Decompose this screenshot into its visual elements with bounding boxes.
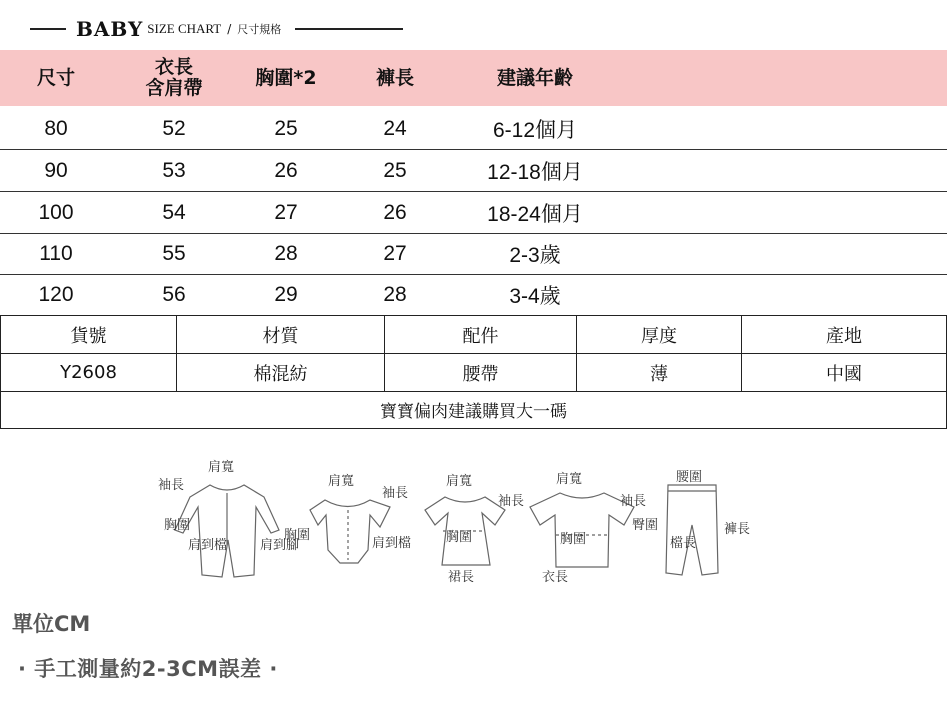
- label-pants-length: 褲長: [724, 522, 751, 537]
- cell-length: 55: [162, 241, 186, 265]
- header-rule-right: [295, 28, 403, 30]
- label-top-length: 衣長: [542, 570, 569, 585]
- size-note: 寶寶偏肉建議購買大一碼: [0, 391, 947, 429]
- cell-age: 3-4歲: [509, 284, 561, 308]
- cell-size: 90: [44, 158, 68, 182]
- label-pants-waist: 腰圍: [676, 470, 703, 485]
- label-top-shoulder: 肩寬: [556, 472, 583, 487]
- col-header-chest: 胸圍*2: [255, 66, 317, 89]
- cell-chest: 28: [274, 241, 298, 265]
- table-row: [0, 233, 947, 275]
- romper-illustration: [175, 485, 279, 577]
- cell-pants: 25: [383, 158, 407, 182]
- bodysuit-illustration: [310, 500, 390, 563]
- measurement-diagram: [150, 455, 760, 600]
- header-slash: /: [227, 22, 232, 36]
- spec-header-material: 材質: [177, 316, 385, 354]
- col-header-pants: 褲長: [375, 66, 414, 89]
- spec-header-origin: 產地: [742, 316, 947, 354]
- cell-chest: 29: [274, 282, 298, 306]
- spec-header-accessory: 配件: [385, 316, 577, 354]
- spec-header-thickness: 厚度: [577, 316, 742, 354]
- table-row: [0, 274, 947, 315]
- label-dress-sleeve: 袖長: [498, 494, 525, 509]
- cell-chest: 25: [274, 116, 298, 140]
- cell-pants: 26: [383, 200, 407, 224]
- cell-pants: 27: [383, 241, 407, 265]
- cell-chest: 27: [274, 200, 298, 224]
- spec-header-item-no: 貨號: [1, 316, 177, 354]
- spec-item-no: Y2608: [1, 354, 177, 392]
- spec-material: 棉混紡: [177, 354, 385, 392]
- cell-length: 52: [162, 116, 186, 140]
- top-illustration: [530, 493, 634, 567]
- cell-length: 53: [162, 158, 186, 182]
- label-pants-rise: 檔長: [670, 536, 697, 551]
- spec-origin: 中國: [742, 354, 947, 392]
- label-romper-foot: 肩到腳: [260, 538, 300, 553]
- label-dress-shoulder: 肩寬: [446, 474, 473, 489]
- spec-value-row: [1, 354, 947, 392]
- cell-length: 56: [162, 282, 186, 306]
- spec-accessory: 腰帶: [385, 354, 577, 392]
- label-top-sleeve: 袖長: [620, 494, 647, 509]
- cell-pants: 28: [383, 282, 407, 306]
- brand-title: BABY: [76, 17, 144, 41]
- cell-chest: 26: [274, 158, 298, 182]
- pants-illustration: [666, 485, 718, 575]
- label-dress-length: 裙長: [448, 570, 475, 585]
- col-header-size: 尺寸: [36, 66, 75, 89]
- label-pants-hip: 臀圍: [632, 518, 659, 533]
- label-romper-sleeve: 袖長: [158, 478, 185, 493]
- label-dress-chest: 胸圍: [446, 530, 473, 545]
- cell-length: 54: [162, 200, 186, 224]
- table-row: [0, 150, 947, 192]
- header-subtitle: SIZE CHART: [147, 21, 222, 36]
- cell-age: 12-18個月: [487, 160, 583, 184]
- col-header-length: 衣長 含肩帶: [145, 56, 203, 99]
- label-romper-crotch: 肩到檔: [188, 538, 228, 553]
- spec-table: [0, 315, 947, 392]
- cell-size: 100: [38, 200, 74, 224]
- spec-thickness: 薄: [577, 354, 742, 392]
- table-row: [0, 192, 947, 234]
- spec-header-row: [1, 316, 947, 354]
- cell-age: 6-12個月: [492, 118, 578, 142]
- chart-header: [30, 14, 403, 44]
- error-note: · 手工測量約2-3CM誤差 ·: [18, 657, 278, 681]
- table-row: [0, 108, 947, 150]
- label-body-crotch: 肩到檔: [372, 536, 412, 551]
- cell-age: 2-3歲: [509, 243, 561, 267]
- header-subtitle-cn: 尺寸規格: [237, 23, 282, 36]
- label-body-sleeve: 袖長: [382, 486, 409, 501]
- label-top-chest: 胸圍: [560, 532, 587, 547]
- cell-pants: 24: [383, 116, 407, 140]
- label-romper-chest: 胸圍: [164, 518, 191, 533]
- cell-size: 120: [38, 282, 74, 306]
- label-body-chest: 胸圍: [284, 528, 311, 543]
- col-header-age: 建議年齡: [496, 66, 573, 89]
- unit-note: 單位CM: [12, 612, 91, 636]
- cell-age: 18-24個月: [487, 202, 583, 226]
- label-romper-shoulder: 肩寬: [208, 460, 235, 475]
- cell-size: 110: [39, 241, 73, 265]
- header-rule-left: [30, 28, 66, 30]
- label-body-shoulder: 肩寬: [328, 474, 355, 489]
- cell-size: 80: [44, 116, 68, 140]
